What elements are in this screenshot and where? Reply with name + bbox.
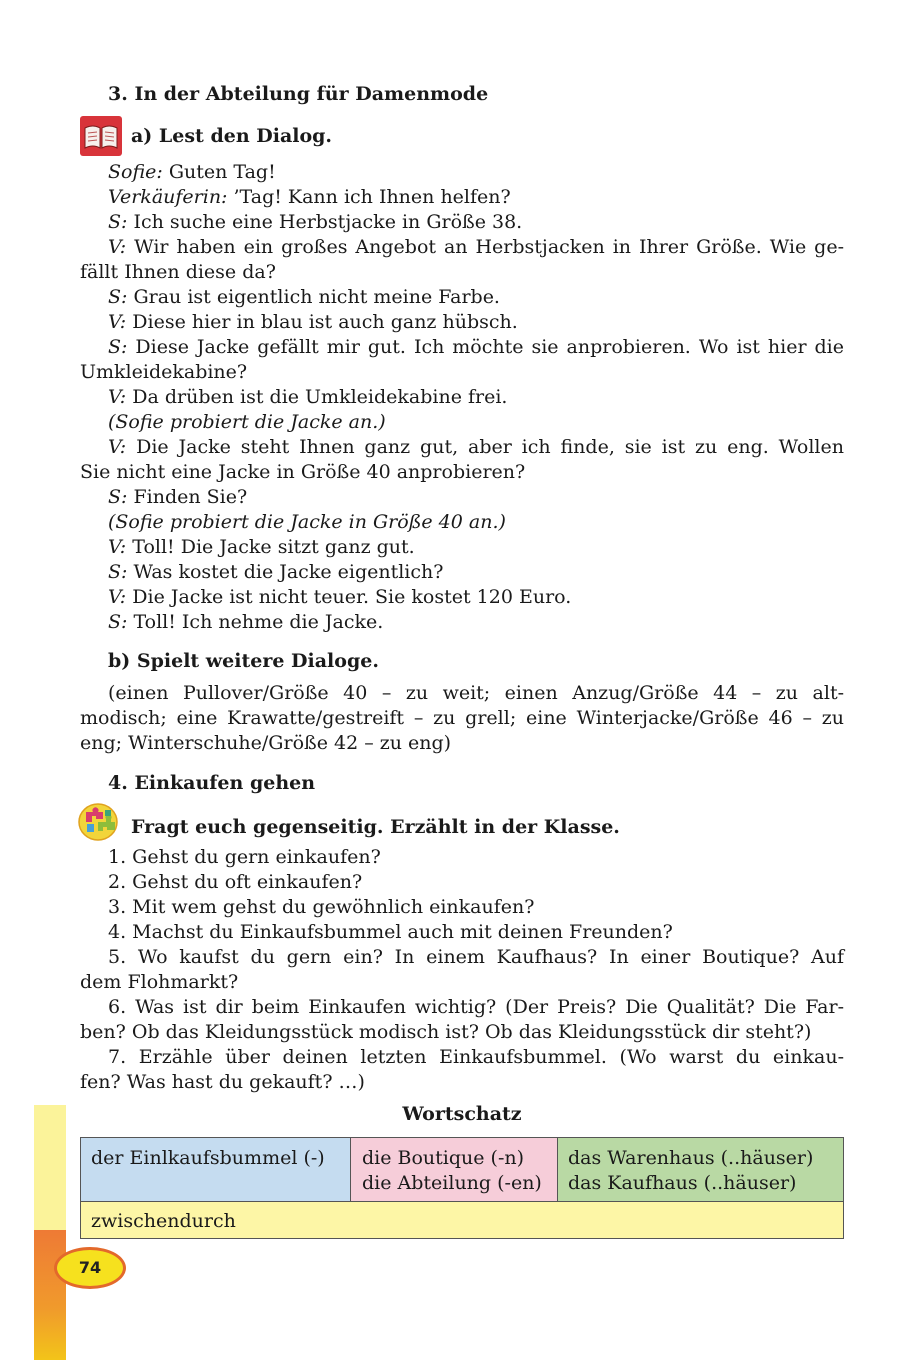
question-item: 7. Erzähle über deinen letzten Einkaufsbummel. (Wo warst du einkau- <box>108 1046 844 1068</box>
dialog-line: V: Da drüben ist die Umkleidekabine frei. <box>108 386 508 408</box>
dialog-line: S: Grau ist eigentlich nicht meine Farbe. <box>108 286 500 308</box>
dialog-line: Sofie: Guten Tag! <box>108 161 276 183</box>
wortschatz-table <box>80 1137 844 1239</box>
wortschatz-cell-pink: die Boutique (-n) die Abteilung (-en) <box>351 1138 558 1201</box>
stage-direction: (Sofie probiert die Jacke in Größe 40 an.) <box>108 511 506 533</box>
wortschatz-row <box>81 1138 843 1201</box>
dialog-line-cont: fällt Ihnen diese da? <box>80 261 276 283</box>
task-b-heading: b) Spielt weitere Dialoge. <box>108 650 379 672</box>
page-number: 74 <box>54 1247 126 1289</box>
section-3-heading-text: 3. In der Abteilung für Damenmode <box>108 83 489 105</box>
question-item: 4. Machst du Einkaufsbummel auch mit deinen Freunden? <box>108 921 673 943</box>
wortschatz-cell-yellow: zwischendurch <box>81 1201 843 1238</box>
dialog-line: S: Was kostet die Jacke eigentlich? <box>108 561 444 583</box>
question-item-cont: ben? Ob das Kleidungsstück modisch ist? Ob das Kleidungsstück dir steht?) <box>80 1021 812 1043</box>
dialog-line: V: Die Jacke ist nicht teuer. Sie kostet 120 Euro. <box>108 586 572 608</box>
question-item: 6. Was ist dir beim Einkaufen wichtig? (Der Preis? Die Qualität? Die Far- <box>108 996 844 1018</box>
task-b-options: (einen Pullover/Größe 40 – zu weit; einen Anzug/Größe 44 – zu alt- modisch; eine Krawatte/gestreift – zu grell; eine Winterjacke/Größe 46 – zu eng; Winterschuhe/Größe 42 – zu eng) <box>80 682 844 754</box>
task-a-heading: a) Lest den Dialog. <box>131 125 333 147</box>
dialog-line: Verkäuferin: ’Tag! Kann ich Ihnen helfen? <box>108 186 511 208</box>
wortschatz-cell-blue: der Einlkaufsbummel (-) <box>81 1138 351 1201</box>
dialog-line: S: Diese Jacke gefällt mir gut. Ich möchte sie anprobieren. Wo ist hier die <box>108 336 844 358</box>
question-item-cont: fen? Was hast du gekauft? …) <box>80 1071 365 1093</box>
question-item: 2. Gehst du oft einkaufen? <box>108 871 363 893</box>
question-item: 3. Mit wem gehst du gewöhnlich einkaufen? <box>108 896 535 918</box>
dialog-line: V: Toll! Die Jacke sitzt ganz gut. <box>108 536 415 558</box>
wortschatz-cell-green: das Warenhaus (..häuser) das Kaufhaus (..häuser) <box>558 1138 843 1201</box>
dialog-line: S: Ich suche eine Herbstjacke in Größe 38. <box>108 211 523 233</box>
dialog-line: S: Finden Sie? <box>108 486 248 508</box>
dialog <box>80 160 844 635</box>
dialog-line: V: Wir haben ein großes Angebot an Herbstjacken in Ihrer Größe. Wie ge- <box>108 236 844 258</box>
section-4-task: Fragt euch gegenseitig. Erzählt in der Klasse. <box>131 816 620 838</box>
question-item: 5. Wo kaufst du gern ein? In einem Kaufhaus? In einer Boutique? Auf <box>108 946 844 968</box>
book-icon <box>80 116 122 156</box>
dialog-line: V: Die Jacke steht Ihnen ganz gut, aber ich finde, sie ist zu eng. Wollen <box>108 436 844 458</box>
question-item: 1. Gehst du gern einkaufen? <box>108 846 381 868</box>
section-4-heading: 4. Einkaufen gehen <box>108 772 316 794</box>
dialog-line: V: Diese hier in blau ist auch ganz hübsch. <box>108 311 518 333</box>
questions-list <box>80 845 844 1095</box>
stage-direction: (Sofie probiert die Jacke an.) <box>108 411 386 433</box>
dialog-line-cont: Umkleidekabine? <box>80 361 248 383</box>
puzzle-icon <box>78 802 122 842</box>
section-3-heading <box>80 82 844 107</box>
wortschatz-title: Wortschatz <box>402 1103 522 1125</box>
dialog-line: S: Toll! Ich nehme die Jacke. <box>108 611 384 633</box>
side-band-orange <box>34 1230 66 1360</box>
dialog-line-cont: Sie nicht eine Jacke in Größe 40 anprobieren? <box>80 461 526 483</box>
question-item-cont: dem Flohmarkt? <box>80 971 239 993</box>
